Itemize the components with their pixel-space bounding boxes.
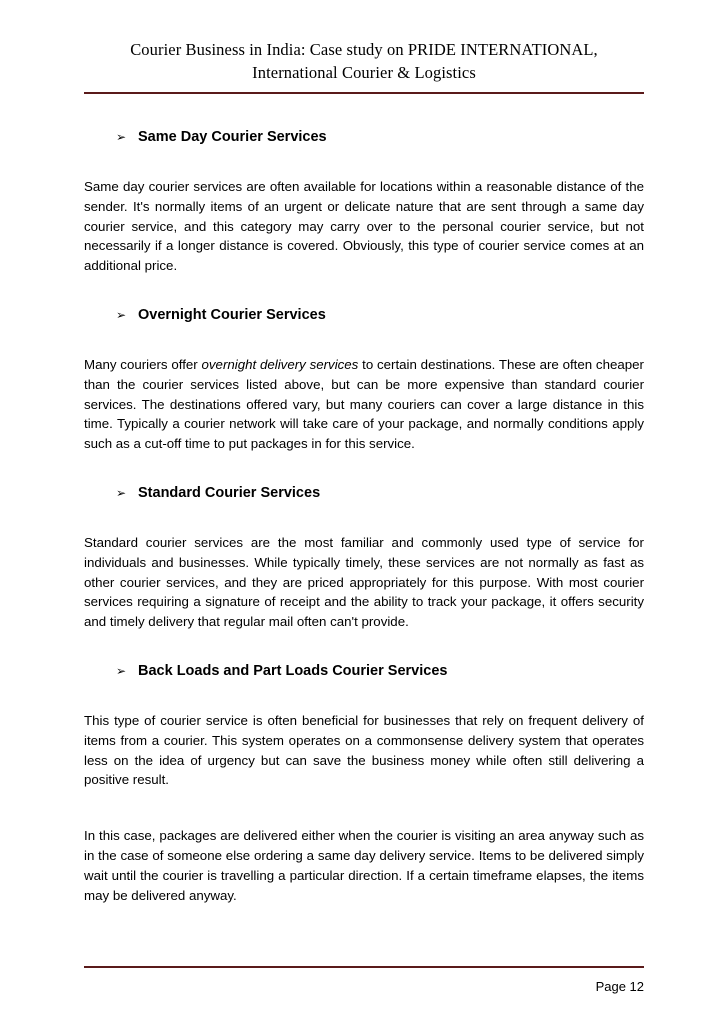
section-paragraph-standard: Standard courier services are the most familiar and commonly used type of service for individuals and businesses. While typically timely, these services are not normally as fast as other courier services, and they are priced appropriately for this purpose. With most courier services requiring a signature of receipt and the ability to track your package, it offers security and timely delivery that regular mail often can't provide. (84, 534, 644, 630)
section-paragraph-same-day: Same day courier services are often available for locations within a reasonable distance of the sender. It's normally items of an urgent or delicate nature that are sent through a same day courier service, and this category may carry over to the personal courier service, but not necessarily if a longer distance is covered. Obviously, this type of courier service comes at an additional price. (84, 179, 644, 274)
header-divider (84, 92, 644, 94)
arrow-bullet-icon: ➢ (116, 663, 127, 678)
arrow-bullet-icon: ➢ (116, 485, 127, 500)
page-header (0, 0, 728, 84)
arrow-bullet-icon: ➢ (116, 307, 127, 322)
section-paragraph-back-loads-1: This type of courier service is often beneficial for businesses that rely on frequent delivery of items from a courier. This system operates on a commonsense delivery system that operates less on the idea of urgency but can save the business money while often still delivering a positive result. (84, 712, 644, 788)
header-title-line-2: International Courier & Logistics (252, 63, 476, 82)
page-number: Page 12 (595, 979, 644, 994)
section-heading-label: Same Day Courier Services (138, 129, 327, 145)
section-heading-label: Overnight Courier Services (138, 306, 326, 323)
footer-divider (84, 966, 644, 968)
section-heading-standard (116, 484, 644, 503)
page-content (0, 128, 728, 905)
section-heading-same-day (116, 128, 644, 147)
section-heading-label: Standard Courier Services (138, 484, 321, 501)
emphasized-phrase: overnight delivery services (201, 356, 359, 372)
section-paragraph-back-loads-2: In this case, packages are delivered either when the courier is visiting an area anyway such as in the case of someone else ordering a same day delivery service. Items to be delivered simply wait until the courier is travelling a particular direction. If a certain timeframe elapses, the items may be delivered anyway. (84, 828, 644, 903)
arrow-bullet-icon: ➢ (116, 130, 127, 144)
section-paragraph-overnight: Many couriers offer overnight delivery services to certain destinations. These are often cheaper than the courier services listed above, but can be more expensive than standard courier services. The destinations offered vary, but many couriers can cover a large distance in this time. Typically a courier network will take care of your package, and normally conditions apply such as a cut-off time to put packages in for this service. (84, 356, 644, 452)
section-heading-overnight (116, 306, 644, 325)
section-heading-label: Back Loads and Part Loads Courier Services (138, 662, 448, 679)
header-title-line-1: Courier Business in India: Case study on PRIDE INTERNATIONAL, (130, 40, 598, 59)
section-heading-back-loads (116, 662, 644, 681)
